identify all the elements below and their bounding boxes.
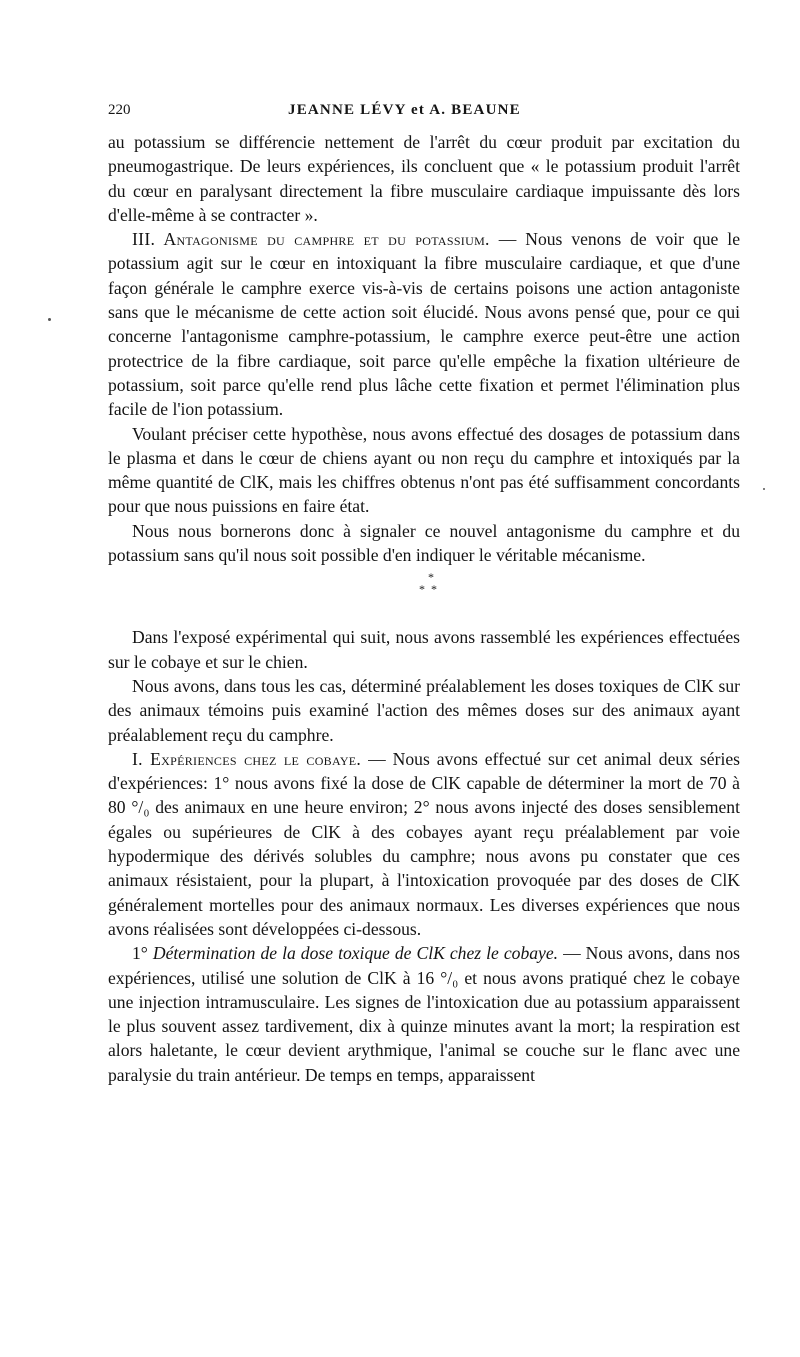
- section-iii-text: — Nous venons de voir que le potassium agit sur le cœur en intoxiquant la fibre musculaire cardiaque, et que d'une façon générale le camphre exerce vis-à-vis de certains poisons une action antagoniste sans que le mécanisme de cette action soit élucidé. Nous avons pensé que, pour ce qui concerne l'antagonisme camphre-potassium, le camphre exerce peut-être une action protectrice de la fibre cardiaque, soit parce qu'elle empêche la fixation ultérieure de potassium, soit parce qu'elle rend plus lâche cette fixation et permet l'élimination plus facile de l'ion potassium.: [108, 229, 740, 420]
- scan-speck: [763, 488, 765, 490]
- paragraph-continuation: au potassium se différencie nettement de l'arrêt du cœur produit par excitation du pneumogastrique. De leurs expériences, ils concluent que « le potassium produit l'arrêt du cœur en paralysant directement la fibre musculaire cardiaque impuissante dès lors d'elle-même à se contracter ».: [108, 132, 740, 225]
- section-heading-antagonisme: III. Antagonisme du camphre et du potassium.: [132, 229, 490, 250]
- section-i-text: — Nous avons effectué sur cet animal deux séries d'expériences: 1° nous avons fixé la dose de ClK capable de déterminer la mort de 70 à 80 °/₀ des animaux en une heure environ; 2° nous avons injecté des doses sensiblement égales ou supérieures de ClK à des cobayes ayant reçu préalablement par voie hypodermique des dérivés solubles du camphre; nous avons pu constater que ces animaux résistaient, pour la plupart, à l'intoxication provoquée par des doses de ClK généralement mortelles pour des animaux normaux. Les diverses expériences que nous avons réalisées sont développées ci-dessous.: [108, 748, 740, 939]
- subsection-number: 1°: [132, 943, 153, 964]
- asterism-top: *: [428, 570, 434, 585]
- subsection-heading: Détermination de la dose toxique de ClK chez le cobaye.: [152, 943, 559, 964]
- running-title: JEANNE LÉVY et A. BEAUNE: [288, 102, 521, 118]
- asterism-separator: [108, 571, 740, 595]
- paragraph-section-i: [108, 747, 740, 941]
- paragraph-hypothese: Voulant préciser cette hypothèse, nous avons effectué des dosages de potassium dans le plasma et dans le cœur de chiens ayant ou non reçu du camphre et intoxiqués par la même quantité de ClK, mais les chiffres obtenus n'ont pas été suffisamment concordants pour que nous puissions en faire état.: [108, 423, 740, 517]
- page-number: 220: [108, 102, 131, 118]
- scan-speck: [48, 318, 51, 321]
- subsection-text: — Nous avons, dans nos expériences, utilisé une solution de ClK à 16 °/₀ et nous avons pratiqué chez le cobaye une injection intramusculaire. Les signes de l'intoxication due au potassium apparaissent le plus souvent assez tardivement, dix à quinze minutes avant la mort; la respiration est alors haletante, le cœur devient arythmique, l'animal se couche sur le flanc avec une paralysie du train antérieur. De temps en temps, apparaissent: [108, 943, 741, 1085]
- body-text: [108, 130, 740, 1087]
- paragraph-section-iii: [108, 227, 740, 421]
- paragraph-conclusion: Nous nous bornerons donc à signaler ce nouvel antagonisme du camphre et du potassium sans qu'il nous soit possible d'en indiquer le véritable mécanisme.: [108, 520, 740, 566]
- paragraph-doses: Nous avons, dans tous les cas, déterminé préalablement les doses toxiques de ClK sur des animaux témoins puis examiné l'action des mêmes doses sur des animaux ayant préalablement reçu du camphre.: [108, 675, 740, 745]
- section-heading-cobaye: I. Expériences chez le cobaye.: [132, 748, 362, 769]
- asterism-bottom: **: [419, 582, 443, 597]
- document-page: [108, 100, 740, 1087]
- paragraph-expose: Dans l'exposé expérimental qui suit, nous avons rassemblé les expériences effectuées sur le cobaye et sur le chien.: [108, 627, 740, 672]
- paragraph-determination: [108, 941, 740, 1087]
- running-head: [108, 100, 740, 130]
